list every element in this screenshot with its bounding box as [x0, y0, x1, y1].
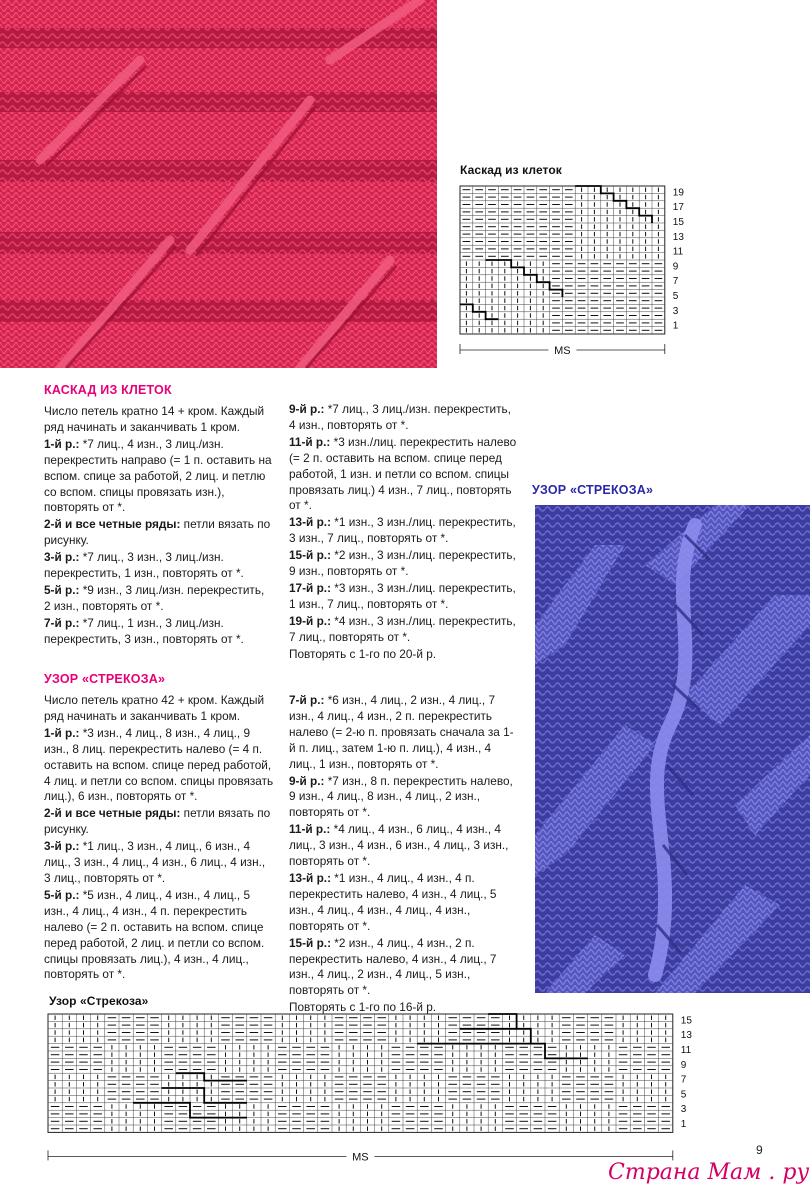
instruction-text: *3 изн., 3 изн./лиц. перекрестить, 1 изн., 7 лиц., повторять от *. — [289, 580, 516, 611]
row-number: 3 — [672, 305, 679, 317]
chart1-grid — [458, 178, 708, 368]
instruction-text: *7 лиц., 3 лиц./изн. перекрестить, 4 изн., повторять от *. — [289, 402, 511, 432]
instruction-text: *7 изн., 8 п. перекрестить налево, 9 изн., 4 лиц., 8 изн., 4 лиц., 2 изн., повторять от *. — [289, 773, 513, 820]
pattern2-paragraph — [289, 693, 519, 773]
pattern1-paragraph — [289, 647, 517, 663]
row-label: 13-й р.: — [289, 515, 331, 530]
instruction-text: *3 изн./лиц. перекрестить налево (= 2 п. оставить на вспом. спице перед работой, 1 изн. и петли со вспом. спицы провязать лиц.) 4 изн., 7 лиц., повторять от *. — [289, 434, 517, 513]
site-watermark-logo: Страна Мам . ру — [608, 1160, 810, 1185]
row-label: 1-й р.: — [44, 725, 80, 740]
row-label: 7-й р.: — [289, 693, 325, 707]
pattern2-text-col2 — [289, 693, 519, 1017]
pattern1-paragraph — [44, 404, 274, 436]
row-label: 19-й р.: — [289, 613, 331, 628]
page-number: 9 — [756, 1143, 763, 1157]
row-label: 3-й р.: — [44, 550, 80, 565]
row-number: 19 — [672, 187, 684, 199]
pattern2-heading: УЗОР «СТРЕКОЗА» — [44, 672, 166, 686]
pattern2-paragraph — [289, 871, 519, 935]
pattern2-text-col1 — [44, 693, 274, 984]
row-number: 9 — [672, 261, 679, 273]
chart2-title: Узор «Стрекоза» — [49, 994, 149, 1008]
row-label: 2-й и все четные ряды: — [44, 517, 181, 532]
row-label: 1-й р.: — [44, 436, 80, 451]
row-label: 2-й и все четные ряды: — [44, 806, 181, 821]
row-label: 9-й р.: — [289, 402, 325, 416]
row-number: 3 — [680, 1104, 687, 1116]
instruction-text: *7 лиц., 4 изн., 3 лиц./изн. перекрестить направо (= 1 п. оставить на вспом. спице за работой, 2 лиц. и петлю со вспом. спицы провязать изн.), повторять от *. — [44, 436, 272, 515]
row-number: 11 — [680, 1045, 692, 1056]
pattern1-paragraph — [44, 616, 274, 648]
row-label: 13-й р.: — [289, 870, 331, 885]
blue-knit-swatch-photo — [535, 505, 810, 993]
row-number: 13 — [672, 231, 684, 243]
row-label: 15-й р.: — [289, 935, 331, 950]
instruction-text: Повторять с 1-го по 20-й р. — [289, 646, 437, 661]
row-label: 5-й р.: — [44, 582, 80, 597]
row-number: 11 — [672, 246, 684, 258]
pattern2-paragraph — [289, 822, 519, 870]
row-number: 7 — [680, 1074, 687, 1086]
row-number: 5 — [672, 291, 679, 302]
row-number: 1 — [672, 320, 679, 332]
row-number: 5 — [680, 1089, 687, 1101]
instruction-text: *1 лиц., 3 изн., 4 лиц., 6 изн., 4 лиц., 3 изн., 4 лиц., 4 изн., 6 лиц., 4 изн., 3 лиц., повторять от *. — [44, 839, 266, 885]
instruction-text: *4 лиц., 4 изн., 6 лиц., 4 изн., 4 лиц., 3 изн., 4 изн., 6 изн., 4 лиц., 3 изн., повторять от *. — [289, 822, 509, 869]
instruction-text: Повторять с 1-го по 16-й р. — [289, 1000, 437, 1015]
red-knit-swatch-photo — [0, 0, 437, 368]
pattern2-paragraph — [44, 693, 274, 725]
instruction-text: *9 изн., 3 лиц./изн. перекрестить, 2 изн., повторять от *. — [44, 582, 265, 613]
instruction-text: *3 изн., 4 лиц., 8 изн., 4 лиц., 9 изн., 8 лиц. перекрестить налево (= 4 п. оставить на вспом. спице перед работой, 4 лиц. и петли со вспом. спицы провязать лиц.), 6 изн., повторять от *. — [44, 725, 274, 804]
instruction-text: Число петель кратно 14 + кром. Каждый ряд начинать и заканчивать 1 кром. — [44, 404, 265, 434]
instruction-text: *7 лиц., 3 изн., 3 лиц./изн. перекрестить, 1 изн., повторять от *. — [44, 550, 244, 581]
instruction-text: *7 лиц., 1 изн., 3 лиц./изн. перекрестить, 3 изн., повторять от *. — [44, 615, 244, 646]
row-label: 15-й р.: — [289, 548, 331, 563]
instruction-text: петли вязать по рисунку. — [44, 517, 271, 548]
pattern2-paragraph — [44, 839, 274, 887]
pattern2-paragraph — [289, 774, 519, 822]
pattern1-text-col2 — [289, 402, 517, 664]
row-label: 11-й р.: — [289, 434, 331, 449]
row-number: 1 — [680, 1119, 687, 1130]
row-number: 13 — [680, 1030, 692, 1042]
row-label: 11-й р.: — [289, 822, 331, 837]
row-number: 9 — [680, 1059, 687, 1071]
instruction-text: петли вязать по рисунку. — [44, 806, 271, 837]
row-number: 7 — [672, 276, 679, 288]
pattern2-paragraph — [44, 888, 274, 983]
pattern1-paragraph — [289, 515, 517, 547]
row-number: 15 — [672, 217, 684, 228]
pattern1-paragraph — [44, 517, 274, 549]
instruction-text: *5 изн., 4 лиц., 4 изн., 4 лиц., 5 изн., 4 лиц., 4 изн., 4 п. перекрестить налево (= 2 п. оставить на вспом. спице перед работой, 2 лиц. и петли со вспом. спицы провязать лиц.), 4 изн., 4 лиц., повторять от *. — [44, 887, 265, 982]
row-label: 7-й р.: — [44, 615, 80, 630]
row-number: 15 — [680, 1015, 692, 1027]
pattern2-paragraph — [44, 726, 274, 806]
row-label: 5-й р.: — [44, 887, 80, 902]
pattern2-side-heading: УЗОР «СТРЕКОЗА» — [532, 483, 654, 497]
pattern1-text-col1 — [44, 404, 274, 649]
row-label: 3-й р.: — [44, 839, 80, 854]
instruction-text: *4 изн., 3 изн./лиц. перекрестить, 7 лиц., повторять от *. — [289, 613, 516, 644]
pattern1-paragraph — [44, 550, 274, 582]
pattern1-paragraph — [289, 614, 517, 646]
pattern1-paragraph — [289, 548, 517, 580]
pattern1-paragraph — [289, 581, 517, 613]
instruction-text: *2 изн., 3 изн./лиц. перекрестить, 9 изн., повторять от *. — [289, 548, 516, 579]
pattern2-paragraph — [44, 806, 274, 838]
row-number: 17 — [672, 202, 684, 214]
pattern1-paragraph — [289, 435, 517, 515]
instruction-text: *1 изн., 3 изн./лиц. перекрестить, 3 изн., 7 лиц., повторять от *. — [289, 515, 516, 546]
chart2-grid — [45, 1010, 705, 1170]
pattern1-paragraph — [289, 402, 517, 434]
instruction-text: *6 изн., 4 лиц., 2 изн., 4 лиц., 7 изн., 4 лиц., 4 изн., 2 п. перекрестить налево (= 2-ю п. провязать сначала за 1-й п. лиц., затем 1-ю п. лиц.), 4 изн., 4 лиц., 1 изн., повторять от *. — [289, 693, 514, 771]
pattern1-paragraph — [44, 437, 274, 517]
chart1-title: Каскад из клеток — [460, 163, 562, 177]
row-label: 9-й р.: — [289, 773, 325, 788]
pattern1-heading: КАСКАД ИЗ КЛЕТОК — [44, 383, 172, 397]
instruction-text: Число петель кратно 42 + кром. Каждый ряд начинать и заканчивать 1 кром. — [44, 693, 265, 723]
ms-label: MS — [352, 1151, 369, 1164]
pattern2-paragraph — [289, 936, 519, 1000]
row-label: 17-й р.: — [289, 580, 331, 595]
instruction-text: *1 изн., 4 лиц., 4 изн., 4 п. перекрестить налево, 4 изн., 4 лиц., 5 изн., 4 лиц., 4 изн., 4 лиц., 4 изн., повторять от *. — [289, 870, 497, 933]
instruction-text: *2 изн., 4 лиц., 4 изн., 2 п. перекрестить налево, 4 изн., 4 лиц., 7 изн., 4 лиц., 2 изн., 4 лиц., 5 изн., повторять от *. — [289, 935, 497, 998]
pattern1-paragraph — [44, 583, 274, 615]
ms-label: MS — [554, 345, 571, 357]
